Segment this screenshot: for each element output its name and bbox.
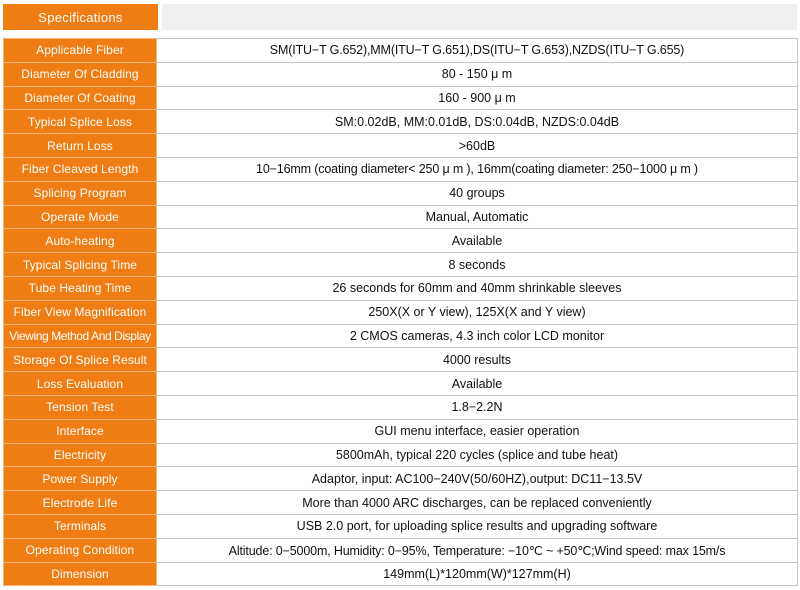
- table-row: [4, 467, 798, 491]
- spec-label: Tube Heating Time: [4, 276, 157, 300]
- table-row: [4, 134, 798, 158]
- table-row: [4, 372, 798, 396]
- specifications-title: Specifications: [3, 4, 158, 30]
- spec-value: Manual, Automatic: [157, 205, 798, 229]
- spec-value: 26 seconds for 60mm and 40mm shrinkable sleeves: [157, 276, 798, 300]
- spec-label: Electricity: [4, 443, 157, 467]
- spec-value: SM(ITU−T G.652),MM(ITU−T G.651),DS(ITU−T G.653),NZDS(ITU−T G.655): [157, 39, 798, 63]
- table-row: [4, 205, 798, 229]
- table-row: [4, 538, 798, 562]
- spec-value: 8 seconds: [157, 253, 798, 277]
- spec-value: 10−16mm (coating diameter< 250 μ m ), 16mm(coating diameter: 250−1000 μ m ): [157, 157, 798, 181]
- spec-value: 40 groups: [157, 181, 798, 205]
- spec-value: Available: [157, 229, 798, 253]
- table-row: [4, 229, 798, 253]
- header-bar: [162, 4, 797, 30]
- table-row: [4, 514, 798, 538]
- spec-label: Fiber Cleaved Length: [4, 157, 157, 181]
- spec-value: 160 - 900 μ m: [157, 86, 798, 110]
- spec-value: 5800mAh, typical 220 cycles (splice and tube heat): [157, 443, 798, 467]
- table-row: [4, 157, 798, 181]
- spec-value: 250X(X or Y view), 125X(X and Y view): [157, 300, 798, 324]
- spec-label: Typical Splice Loss: [4, 110, 157, 134]
- spec-label: Operate Mode: [4, 205, 157, 229]
- table-row: [4, 39, 798, 63]
- spec-label: Splicing Program: [4, 181, 157, 205]
- spec-label: Typical Splicing Time: [4, 253, 157, 277]
- table-row: [4, 324, 798, 348]
- table-row: [4, 491, 798, 515]
- spec-value: 149mm(L)*120mm(W)*127mm(H): [157, 562, 798, 586]
- table-row: [4, 300, 798, 324]
- table-row: [4, 181, 798, 205]
- spec-value: SM:0.02dB, MM:0.01dB, DS:0.04dB, NZDS:0.04dB: [157, 110, 798, 134]
- spec-label: Dimension: [4, 562, 157, 586]
- table-row: [4, 419, 798, 443]
- table-row: [4, 253, 798, 277]
- spec-label: Terminals: [4, 514, 157, 538]
- spec-value: USB 2.0 port, for uploading splice results and upgrading software: [157, 514, 798, 538]
- spec-value: GUI menu interface, easier operation: [157, 419, 798, 443]
- table-row: [4, 86, 798, 110]
- spec-value: More than 4000 ARC discharges, can be replaced conveniently: [157, 491, 798, 515]
- spec-label: Tension Test: [4, 395, 157, 419]
- specifications-header: [0, 4, 800, 30]
- spec-value: >60dB: [157, 134, 798, 158]
- spec-label: Electrode Life: [4, 491, 157, 515]
- spec-value: 2 CMOS cameras, 4.3 inch color LCD monitor: [157, 324, 798, 348]
- spec-value: Available: [157, 372, 798, 396]
- spec-label: Storage Of Splice Result: [4, 348, 157, 372]
- spec-label: Fiber View Magnification: [4, 300, 157, 324]
- spec-label: Interface: [4, 419, 157, 443]
- spec-value: 1.8−2.2N: [157, 395, 798, 419]
- spec-value: Altitude: 0−5000m, Humidity: 0−95%, Temperature: −10℃ ~ +50℃;Wind speed: max 15m/s: [157, 538, 798, 562]
- spec-label: Auto-heating: [4, 229, 157, 253]
- spec-label: Loss Evaluation: [4, 372, 157, 396]
- spec-label: Viewing Method And Display: [4, 324, 157, 348]
- table-row: [4, 348, 798, 372]
- spec-label: Diameter Of Coating: [4, 86, 157, 110]
- table-row: [4, 395, 798, 419]
- spec-value: 4000 results: [157, 348, 798, 372]
- spec-value: 80 - 150 μ m: [157, 62, 798, 86]
- specifications-table: [3, 38, 798, 586]
- spec-label: Return Loss: [4, 134, 157, 158]
- spec-label: Applicable Fiber: [4, 39, 157, 63]
- table-row: [4, 110, 798, 134]
- spec-label: Operating Condition: [4, 538, 157, 562]
- table-row: [4, 276, 798, 300]
- table-row: [4, 62, 798, 86]
- spec-label: Power Supply: [4, 467, 157, 491]
- spec-label: Diameter Of Cladding: [4, 62, 157, 86]
- table-row: [4, 562, 798, 586]
- table-row: [4, 443, 798, 467]
- spec-value: Adaptor, input: AC100−240V(50/60HZ),output: DC11−13.5V: [157, 467, 798, 491]
